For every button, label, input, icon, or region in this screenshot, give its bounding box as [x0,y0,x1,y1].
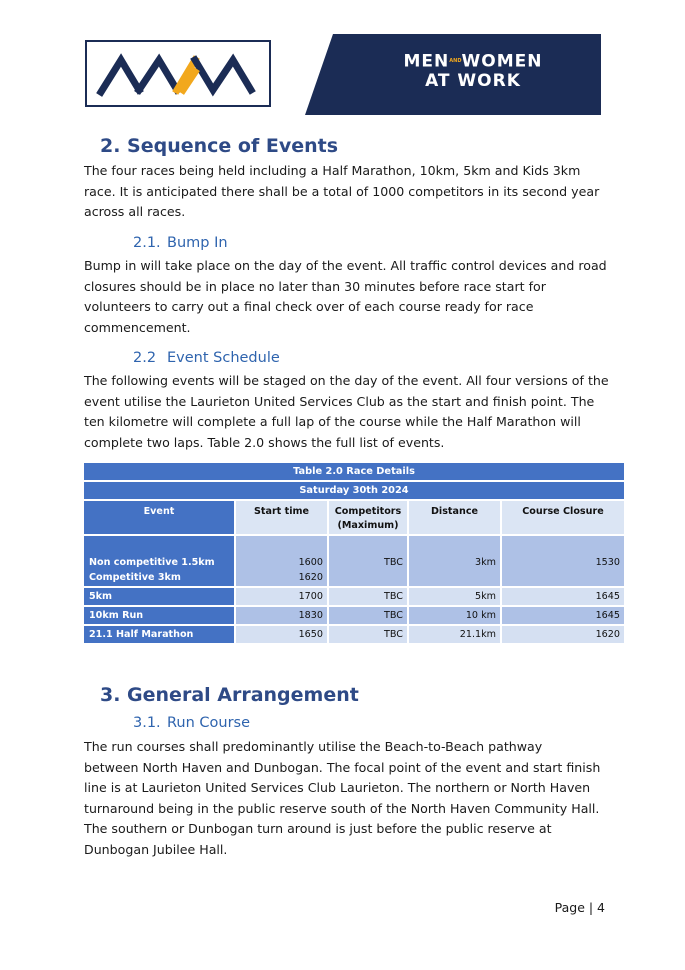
table-title: Table 2.0 Race Details [84,463,624,480]
competitors-cell: TBC [329,607,407,624]
company-logo [85,40,271,107]
closure-cell: 1530 [502,536,624,586]
table-row: Non competitive 1.5km Competitive 3km [84,536,234,586]
col-header-course-closure: Course Closure [502,501,624,534]
closure-cell: 1620 [502,626,624,643]
col-header-start-time: Start time [236,501,327,534]
subheading-bump-in: 2.1. Bump In [133,235,228,251]
start-time-cell: 1600 1620 [236,536,327,586]
bump-in-text: Bump in will take place on the day of the event. All traffic control devices and road closures should be in place no later than 30 minutes before race start for volunteers to carry out a final check over of each course ready for race commencement. [84,258,607,335]
section-heading-general-arrangement: 3. General Arrangement [100,684,359,706]
col-header-competitors: Competitors (Maximum) [329,501,407,534]
run-course-text: The run courses shall predominantly utilise the Beach-to-Beach pathway between North Haven and Dunbogan. The focal point of the event and start finish line is at Laurieton United Services Club Laurieton. The northern or North Haven turnaround being in the public reserve south of the North Haven Community Hall. The southern or Dunbogan turn around is just before the public reserve at Dunbogan Jubilee Hall. [84,739,601,857]
table-date: Saturday 30th 2024 [84,482,624,499]
table-row: 21.1 Half Marathon [84,626,234,643]
start-time-cell: 1700 [236,588,327,605]
competitors-cell: TBC [329,536,407,586]
brand-wordmark: MENANDWOMEN AT WORK [403,51,543,91]
subheading-event-schedule: 2.2 Event Schedule [133,350,280,366]
brand-banner [305,34,601,115]
closure-cell: 1645 [502,607,624,624]
distance-cell: 10 km [409,607,500,624]
distance-cell: 3km [409,536,500,586]
page-number: Page | 4 [554,900,605,915]
distance-cell: 21.1km [409,626,500,643]
competitors-cell: TBC [329,588,407,605]
section-heading-sequence: 2. Sequence of Events [100,135,339,157]
subheading-run-course: 3.1. Run Course [133,715,251,731]
start-time-cell: 1650 [236,626,327,643]
start-time-cell: 1830 [236,607,327,624]
competitors-cell: TBC [329,626,407,643]
col-header-event: Event [84,501,234,534]
table-row: 5km [84,588,234,605]
event-schedule-text: The following events will be staged on the day of the event. All four versions of the event utilise the Laurieton United Services Club as the start and finish point. The ten kilometre will complete a full lap of the course while the Half Marathon will complete two laps. Table 2.0 shows the full list of events. [84,373,609,450]
distance-cell: 5km [409,588,500,605]
closure-cell: 1645 [502,588,624,605]
table-row: 10km Run [84,607,234,624]
col-header-distance: Distance [409,501,500,534]
sequence-intro: The four races being held including a Half Marathon, 10km, 5km and Kids 3km race. It is anticipated there shall be a total of 1000 competitors in its second year across all races. [84,163,600,219]
maw-logo-icon [87,42,269,105]
